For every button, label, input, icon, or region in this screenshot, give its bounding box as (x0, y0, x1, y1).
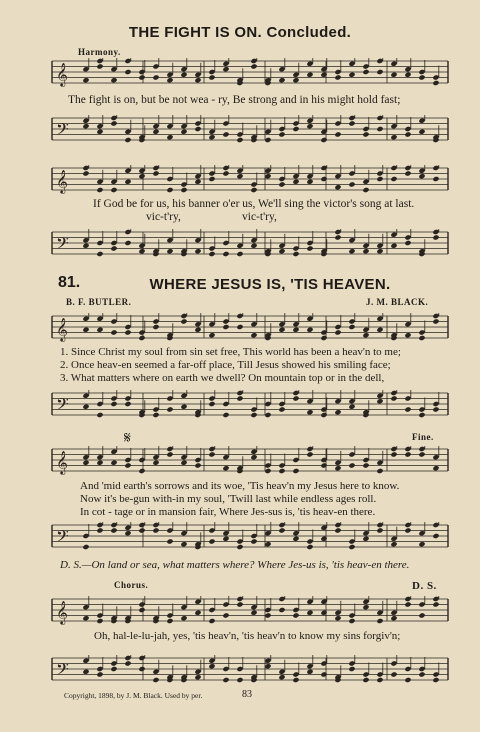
note-head (348, 666, 355, 672)
note-head (180, 404, 187, 410)
note-head (250, 63, 257, 69)
note-head (208, 251, 215, 257)
note-head (110, 460, 117, 466)
note-head (292, 251, 299, 257)
note-head (362, 187, 369, 193)
hymn-80-lyric-line-1: The fight is on, but be not wea - ry, Be strong and in his might hold fast; (68, 94, 401, 106)
note-head (96, 412, 103, 418)
note-head (236, 251, 243, 257)
note-head (376, 677, 383, 683)
note-head (432, 176, 439, 182)
note-head (292, 126, 299, 132)
note-head (348, 248, 355, 254)
note-head (250, 412, 257, 418)
note-head (82, 404, 89, 410)
music-staff-system-3-treble (0, 313, 480, 343)
note-head (250, 610, 257, 616)
clef-icon: 𝄞 (56, 450, 68, 474)
note-head (222, 612, 229, 618)
note-head (418, 541, 425, 547)
note-head (180, 541, 187, 547)
fine-mark: Fine. (412, 432, 434, 442)
note-head (320, 72, 327, 78)
note-head (278, 527, 285, 533)
note-head (306, 669, 313, 675)
note-head (320, 462, 327, 468)
note-head (82, 460, 89, 466)
note-head (236, 324, 243, 330)
note-head (278, 468, 285, 474)
note-head (180, 318, 187, 324)
note-head (320, 671, 327, 677)
note-head (292, 395, 299, 401)
note-head (222, 412, 229, 418)
note-head (264, 541, 271, 547)
note-head (222, 677, 229, 683)
note-head (278, 607, 285, 613)
note-head (194, 248, 201, 254)
note-head (404, 131, 411, 137)
note-head (208, 401, 215, 407)
note-head (418, 671, 425, 677)
note-head (124, 329, 131, 335)
hymn-81-number: 81. (58, 274, 81, 291)
note-head (418, 129, 425, 135)
note-head (138, 666, 145, 672)
copyright-notice: Copyright, 1898, by J. M. Black. Used by per. (64, 691, 203, 700)
music-staff-system-2-treble (0, 165, 480, 195)
note-head (376, 618, 383, 624)
note-head (278, 248, 285, 254)
note-head (82, 123, 89, 129)
note-head (306, 179, 313, 185)
note-head (166, 187, 173, 193)
note-head (362, 462, 369, 468)
music-staff-system-5-treble (0, 596, 480, 626)
note-head (292, 77, 299, 83)
note-head (334, 184, 341, 190)
clef-icon: 𝄞 (56, 317, 68, 341)
note-head (432, 677, 439, 683)
note-head (404, 240, 411, 246)
note-head (250, 454, 257, 460)
note-head (334, 131, 341, 137)
note-head (180, 615, 187, 621)
note-head (96, 63, 103, 69)
note-head (264, 468, 271, 474)
note-head (250, 243, 257, 249)
music-staff-system-5-bass (0, 655, 480, 685)
note-head (404, 170, 411, 176)
note-head (110, 120, 117, 126)
note-head (348, 120, 355, 126)
note-head (320, 536, 327, 542)
note-head (166, 134, 173, 140)
note-head (124, 137, 131, 143)
note-head (82, 327, 89, 333)
note-head (376, 527, 383, 533)
note-head (320, 335, 327, 341)
hymn-81-author: B. F. BUTLER. (66, 297, 132, 307)
note-head (418, 412, 425, 418)
note-head (376, 176, 383, 182)
music-staff-system-1-bass (0, 115, 480, 145)
note-head (124, 401, 131, 407)
note-head (194, 179, 201, 185)
note-head (362, 248, 369, 254)
note-head (138, 607, 145, 613)
note-head (194, 462, 201, 468)
hymn-80-title: THE FIGHT IS ON. Concluded. (128, 24, 352, 41)
note-head (82, 170, 89, 176)
note-head (166, 451, 173, 457)
note-head (236, 173, 243, 179)
clef-icon: 𝄢 (56, 659, 69, 683)
note-head (348, 324, 355, 330)
note-head (334, 74, 341, 80)
note-head (432, 465, 439, 471)
note-head (152, 129, 159, 135)
note-head (390, 72, 397, 78)
note-head (390, 243, 397, 249)
note-head (208, 538, 215, 544)
note-head (166, 538, 173, 544)
note-head (390, 615, 397, 621)
note-head (404, 451, 411, 457)
note-head (208, 618, 215, 624)
ds-instruction-line: D. S.—On land or sea, what matters where? Where Jes-us is, 'tis heav-en there. (60, 559, 410, 571)
note-head (194, 674, 201, 680)
hymn-81-verse-b-3: In cot - tage or in mansion fair, Where Jes-sus is, 'tis heav-en there. (80, 506, 376, 518)
note-head (82, 77, 89, 83)
note-head (306, 245, 313, 251)
note-head (222, 66, 229, 72)
note-head (110, 245, 117, 251)
hymn-81-title: WHERE JESUS IS, 'TIS HEAVEN. (149, 276, 391, 293)
note-head (208, 663, 215, 669)
note-head (404, 527, 411, 533)
note-head (292, 536, 299, 542)
note-head (348, 618, 355, 624)
note-head (96, 187, 103, 193)
note-head (362, 69, 369, 75)
note-head (110, 401, 117, 407)
note-head (404, 332, 411, 338)
note-head (334, 329, 341, 335)
note-head (208, 74, 215, 80)
note-head (208, 332, 215, 338)
chorus-lyric: Oh, hal-le-lu-jah, yes, 'tis heav'n, 'tis heav'n to know my sins forgiv'n; (94, 630, 401, 642)
note-head (124, 462, 131, 468)
note-head (432, 601, 439, 607)
note-head (180, 72, 187, 78)
note-head (124, 530, 131, 536)
note-head (418, 451, 425, 457)
note-head (222, 170, 229, 176)
hymn-81-verse-b-1: And 'mid earth's sorrows and its woe, 'Tis heav'n my Jesus here to know. (80, 480, 400, 492)
note-head (376, 398, 383, 404)
clef-icon: 𝄢 (56, 233, 69, 257)
note-head (82, 669, 89, 675)
note-head (320, 412, 327, 418)
note-head (208, 176, 215, 182)
note-head (180, 460, 187, 466)
note-head (390, 541, 397, 547)
note-head (82, 615, 89, 621)
note-head (362, 677, 369, 683)
note-head (306, 451, 313, 457)
note-head (152, 324, 159, 330)
note-head (152, 412, 159, 418)
music-staff-system-4-bass (0, 522, 480, 552)
note-head (334, 234, 341, 240)
note-head (152, 170, 159, 176)
note-head (96, 618, 103, 624)
note-head (110, 527, 117, 533)
note-head (432, 80, 439, 86)
note-head (138, 335, 145, 341)
hymn-81-verse-a-2: 2. Once heav-en seemed a far-off place, Till Jesus showed his smiling face; (60, 359, 391, 371)
note-head (250, 187, 257, 193)
hymn-80-lyric-line-2: If God be for us, his banner o'er us, We'll sing the victor's song at last. (93, 198, 415, 210)
note-head (124, 179, 131, 185)
note-head (110, 187, 117, 193)
note-head (138, 173, 145, 179)
note-head (152, 74, 159, 80)
note-head (278, 77, 285, 83)
note-head (222, 251, 229, 257)
note-head (418, 335, 425, 341)
note-head (404, 406, 411, 412)
music-staff-system-4-treble (0, 446, 480, 476)
note-head (404, 72, 411, 78)
note-head (418, 612, 425, 618)
note-head (264, 412, 271, 418)
note-head (166, 77, 173, 83)
harmony-label: Harmony. (78, 47, 121, 57)
note-head (264, 173, 271, 179)
note-head (306, 327, 313, 333)
note-head (278, 181, 285, 187)
note-head (236, 395, 243, 401)
note-head (306, 610, 313, 616)
note-head (124, 240, 131, 246)
hymn-80-echo-1: vic-t'ry, (146, 211, 181, 223)
page-number: 83 (242, 689, 252, 700)
note-head (194, 126, 201, 132)
note-head (236, 677, 243, 683)
note-head (292, 468, 299, 474)
note-head (82, 544, 89, 550)
note-head (390, 134, 397, 140)
note-head (236, 137, 243, 143)
note-head (236, 601, 243, 607)
note-head (320, 610, 327, 616)
note-head (222, 131, 229, 137)
clef-icon: 𝄞 (56, 169, 68, 193)
note-head (236, 544, 243, 550)
note-head (432, 234, 439, 240)
note-head (124, 660, 131, 666)
note-head (166, 618, 173, 624)
note-head (264, 137, 271, 143)
music-staff-system-1-treble (0, 58, 480, 88)
note-head (362, 536, 369, 542)
hymn-81-verse-a-3: 3. What matters where on earth we dwell? On mountain top or in the dell, (60, 372, 385, 384)
clef-icon: 𝄞 (56, 62, 68, 86)
note-head (194, 610, 201, 616)
note-head (278, 674, 285, 680)
segno-icon: 𝄋 (124, 430, 131, 447)
note-head (110, 666, 117, 672)
note-head (390, 176, 397, 182)
clef-icon: 𝄢 (56, 394, 69, 418)
clef-icon: 𝄢 (56, 526, 69, 550)
note-head (82, 243, 89, 249)
note-head (250, 538, 257, 544)
note-head (292, 612, 299, 618)
note-head (390, 395, 397, 401)
note-head (152, 527, 159, 533)
note-head (222, 465, 229, 471)
note-head (306, 123, 313, 129)
note-head (376, 468, 383, 474)
note-head (404, 677, 411, 683)
note-head (208, 134, 215, 140)
note-head (96, 327, 103, 333)
note-head (152, 677, 159, 683)
note-head (348, 72, 355, 78)
note-head (96, 671, 103, 677)
note-head (432, 406, 439, 412)
note-head (96, 251, 103, 257)
note-head (250, 332, 257, 338)
note-head (124, 69, 131, 75)
note-head (138, 468, 145, 474)
music-staff-system-2-bass (0, 229, 480, 259)
note-head (376, 327, 383, 333)
clef-icon: 𝄞 (56, 600, 68, 624)
note-head (180, 129, 187, 135)
note-head (208, 451, 215, 457)
note-head (138, 527, 145, 533)
hymn-81-composer: J. M. BLACK. (366, 297, 429, 307)
note-head (96, 460, 103, 466)
note-head (194, 327, 201, 333)
note-head (320, 137, 327, 143)
note-head (376, 126, 383, 132)
note-head (138, 74, 145, 80)
note-head (390, 671, 397, 677)
chorus-label: Chorus. (114, 580, 149, 590)
clef-icon: 𝄢 (56, 119, 69, 143)
hymn-81-verse-b-2: Now it's be-gun with-in my soul, 'Twill last while endless ages roll. (80, 493, 377, 505)
note-head (278, 327, 285, 333)
note-head (152, 460, 159, 466)
note-head (348, 404, 355, 410)
note-head (334, 527, 341, 533)
note-head (376, 69, 383, 75)
note-head (334, 409, 341, 415)
note-head (348, 181, 355, 187)
note-head (334, 615, 341, 621)
note-head (362, 131, 369, 137)
note-head (110, 329, 117, 335)
note-head (194, 77, 201, 83)
note-head (110, 77, 117, 83)
hymn-80-echo-2: vic-t'ry, (242, 211, 277, 223)
note-head (222, 536, 229, 542)
note-head (292, 327, 299, 333)
note-head (278, 406, 285, 412)
note-head (348, 462, 355, 468)
note-head (292, 677, 299, 683)
note-head (166, 406, 173, 412)
hymn-81-verse-a-1: 1. Since Christ my soul from sin set free, This world has been a heav'n to me; (60, 346, 401, 358)
note-head (292, 179, 299, 185)
note-head (180, 187, 187, 193)
note-head (264, 612, 271, 618)
note-head (376, 248, 383, 254)
note-head (334, 465, 341, 471)
note-head (418, 74, 425, 80)
note-head (306, 544, 313, 550)
note-head (306, 72, 313, 78)
note-head (96, 129, 103, 135)
note-head (404, 601, 411, 607)
note-head (166, 248, 173, 254)
note-head (362, 332, 369, 338)
note-head (362, 604, 369, 610)
note-head (138, 248, 145, 254)
note-head (348, 544, 355, 550)
note-head (432, 533, 439, 539)
note-head (96, 527, 103, 533)
note-head (418, 173, 425, 179)
music-staff-system-3-bass (0, 390, 480, 420)
note-head (222, 324, 229, 330)
note-head (264, 663, 271, 669)
note-head (278, 131, 285, 137)
note-head (432, 318, 439, 324)
note-head (390, 451, 397, 457)
note-head (320, 176, 327, 182)
ds-mark: D. S. (412, 580, 437, 592)
note-head (306, 409, 313, 415)
